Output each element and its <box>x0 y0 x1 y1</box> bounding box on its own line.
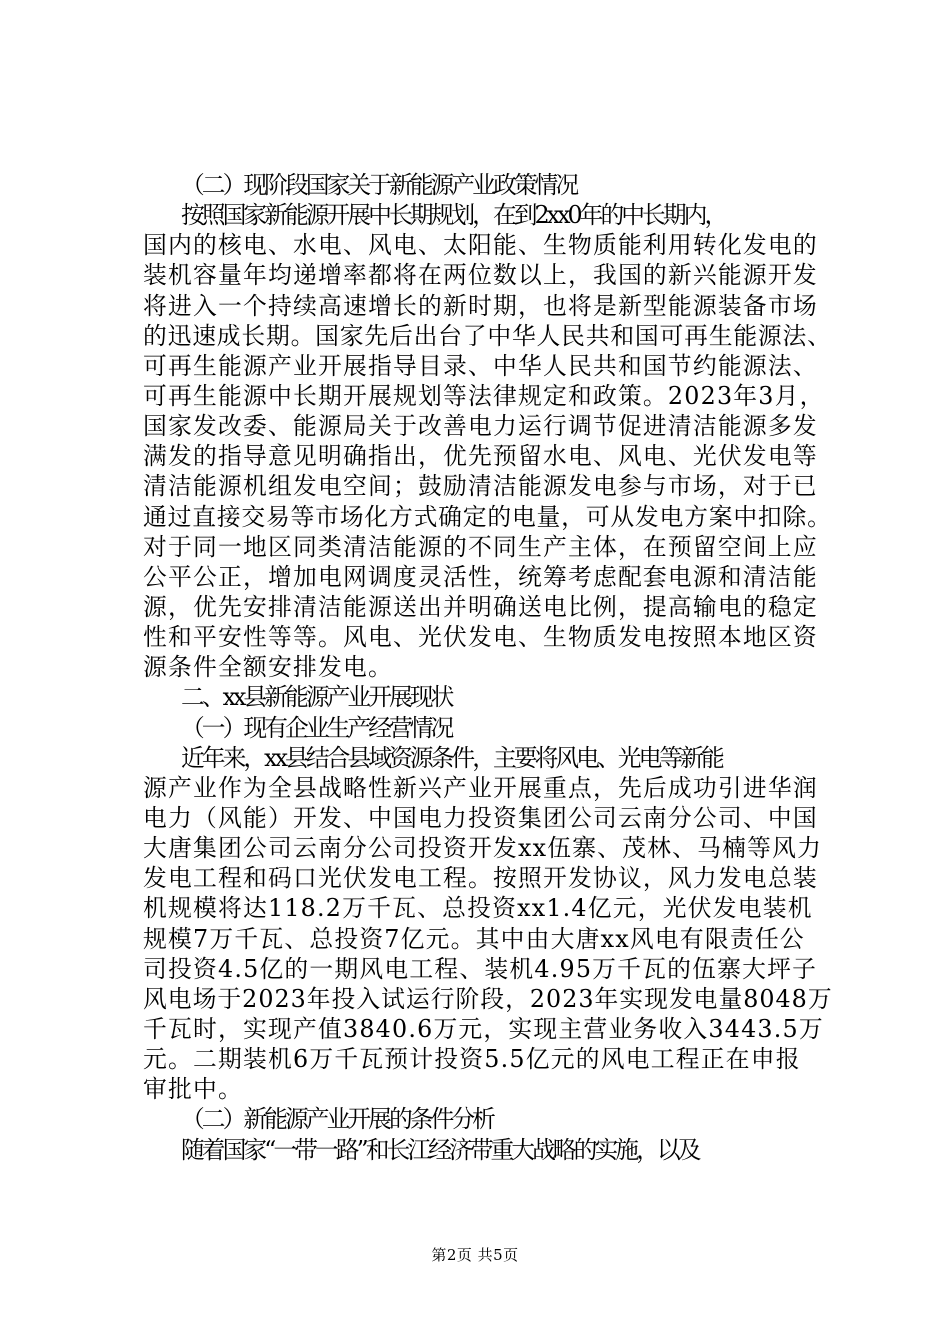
page-footer: 第2页 共5页 <box>431 1246 519 1264</box>
text-line: 满发的指导意见明确指出，优先预留水电、风电、光伏发电等 <box>143 442 818 471</box>
text-line: 可再生能源产业开展指导目录、中华人民共和国节约能源法、 <box>143 351 818 380</box>
text-line: 国内的核电、水电、风电、太阳能、生物质能利用转化发电的 <box>143 231 818 260</box>
text-line: 机规模将达118.2万千瓦、总投资xx1.4亿元，光伏发电装机 <box>143 894 813 923</box>
text-line: 国家发改委、能源局关于改善电力运行调节促进清洁能源多发 <box>143 412 818 441</box>
text-line: 电力（风能）开发、中国电力投资集团公司云南分公司、中国 <box>143 803 818 832</box>
text-line: 随着国家“一带一路”和长江经济带重大战略的实施，以及 <box>181 1135 699 1164</box>
text-line: 审批中。 <box>143 1075 243 1104</box>
text-line: （一）现有企业生产经营情况 <box>181 713 452 742</box>
text-line: 风电场于2023年投入试运行阶段，2023年实现发电量8048万 <box>143 984 833 1013</box>
text-line: 司投资4.5亿的一期风电工程、装机4.95万千瓦的伍寨大坪子 <box>143 954 818 983</box>
text-line: 源，优先安排清洁能源送出并明确送电比例，提高输电的稳定 <box>143 592 818 621</box>
text-line: 装机容量年均递增率都将在两位数以上，我国的新兴能源开发 <box>143 261 818 290</box>
text-line: 源条件全额安排发电。 <box>143 653 393 682</box>
text-line: 公平公正，增加电网调度灵活性，统筹考虑配套电源和清洁能 <box>143 562 818 591</box>
text-line: 源产业作为全县战略性新兴产业开展重点，先后成功引进华润 <box>143 773 818 802</box>
text-line: （二）新能源产业开展的条件分析 <box>181 1105 493 1134</box>
text-line: 的迅速成长期。国家先后出台了中华人民共和国可再生能源法、 <box>143 321 832 350</box>
text-line: 将进入一个持续高速增长的新时期，也将是新型能源装备市场 <box>143 291 818 320</box>
text-line: 二、xx县新能源产业开展现状 <box>181 683 452 712</box>
text-line: 规模7万千瓦、总投资7亿元。其中由大唐xx风电有限责任公 <box>143 924 805 953</box>
text-line: 近年来，xx县结合县域资源条件，主要将风电、光电等新能 <box>181 743 722 772</box>
text-line: 大唐集团公司云南分公司投资开发xx伍寨、茂林、马楠等风力 <box>143 834 823 863</box>
text-line: 通过直接交易等市场化方式确定的电量，可从发电方案中扣除。 <box>143 502 832 531</box>
text-line: 性和平安性等等。风电、光伏发电、生物质发电按照本地区资 <box>143 623 818 652</box>
text-line: 发电工程和码口光伏发电工程。按照开发协议，风力发电总装 <box>143 864 818 893</box>
text-line: 按照国家新能源开展中长期规划，在到2xx0年的中长期内， <box>181 201 726 230</box>
text-line: 千瓦时，实现产值3840.6万元，实现主营业务收入3443.5万 <box>143 1014 824 1043</box>
text-line: 清洁能源机组发电空间；鼓励清洁能源发电参与市场，对于已 <box>143 472 818 501</box>
text-line: （二）现阶段国家关于新能源产业政策情况 <box>181 171 577 199</box>
text-line: 元。二期装机6万千瓦预计投资5.5亿元的风电工程正在申报 <box>143 1045 801 1074</box>
document-body <box>143 170 833 1165</box>
text-line: 可再生能源中长期开展规划等法律规定和政策。2023年3月， <box>143 381 825 410</box>
text-line: 对于同一地区同类清洁能源的不同生产主体，在预留空间上应 <box>143 532 818 561</box>
